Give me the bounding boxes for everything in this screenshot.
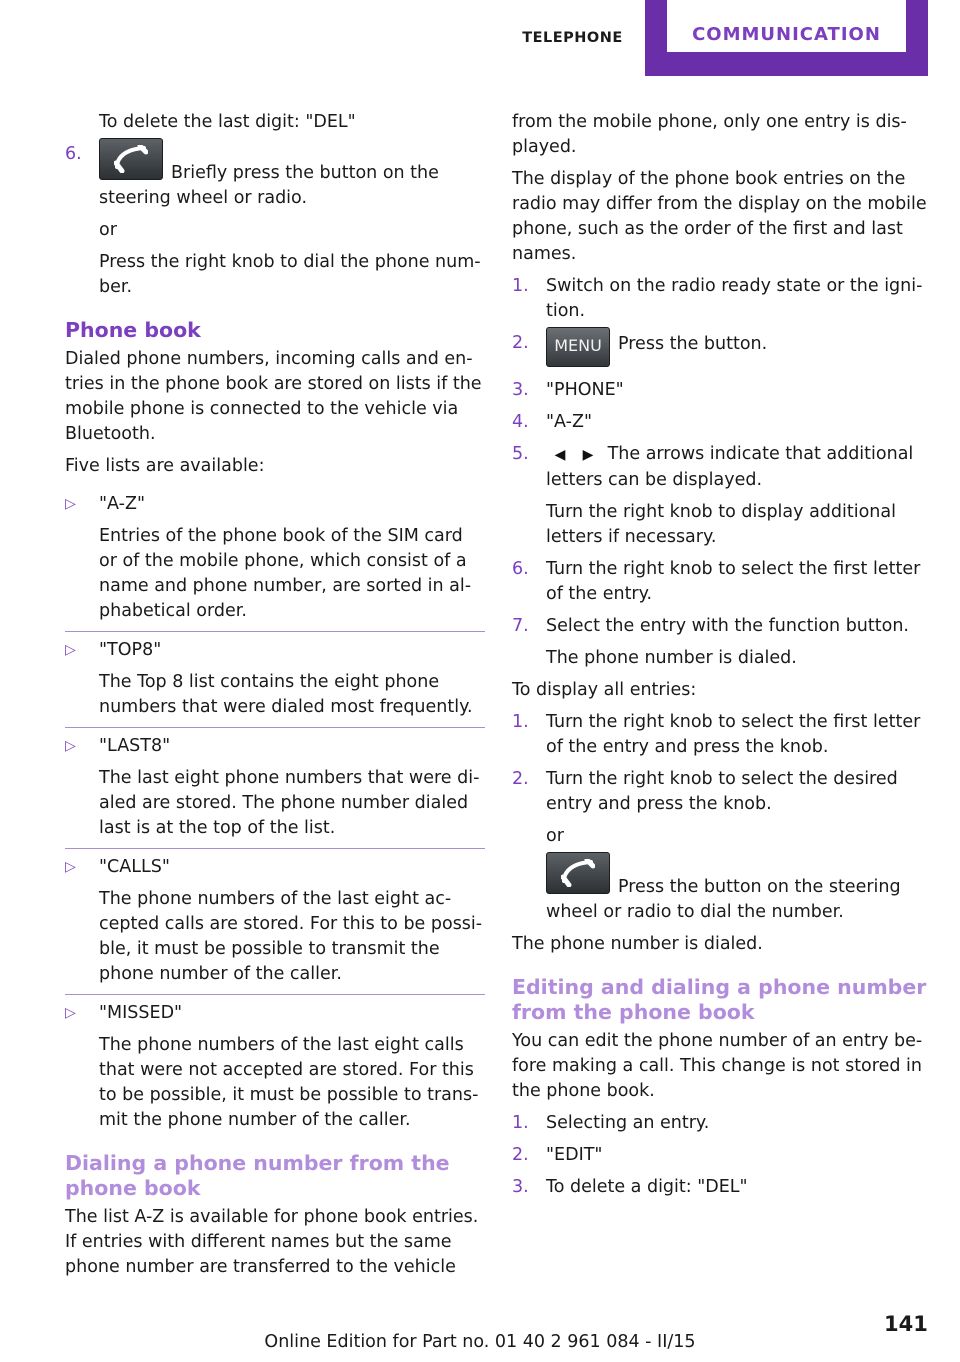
step-text: "EDIT" — [546, 1145, 603, 1165]
step-text: Turn the right knob to select the first letter of the entry. — [546, 559, 921, 604]
section-heading-phone-book: Phone book — [65, 318, 201, 342]
step-alt-text: Press the right knob to dial the phone num‐ber. — [99, 252, 481, 297]
paragraph: The phone number is dialed. — [512, 934, 763, 954]
step-sub-text: The phone number is dialed. — [546, 648, 797, 668]
list-item-desc: The phone numbers of the last eight ac‐cepted calls are stored. For this to be possi‐ble, it must be possible to transmit the phone number of the caller. — [99, 889, 483, 984]
step-number: 7. — [512, 616, 529, 636]
step-number: 6. — [65, 144, 82, 164]
triangle-bullet-icon: ▷ — [65, 1005, 76, 1021]
paragraph: To delete the last digit: "DEL" — [99, 112, 356, 132]
triangle-bullet-icon: ▷ — [65, 738, 76, 754]
step-item — [512, 1143, 930, 1168]
step-item — [512, 767, 930, 925]
list-item-desc: The last eight phone numbers that were di‐aled are stored. The phone number dialed last is at the top of the list. — [99, 768, 480, 838]
step-text: Briefly press the button on the steering wheel or radio. — [99, 163, 439, 208]
step-number: 3. — [512, 380, 529, 400]
triangle-bullet-icon: ▷ — [65, 496, 76, 512]
step-number: 3. — [512, 1177, 529, 1197]
phone-button-icon — [546, 852, 610, 894]
step-number: 1. — [512, 712, 529, 732]
step-item — [65, 142, 485, 300]
footer-edition: Online Edition for Part no. 01 40 2 961 084 - II/15 — [264, 1332, 696, 1352]
step-item — [512, 378, 930, 403]
header-tab-inner — [667, 0, 906, 52]
header-tab-telephone — [500, 0, 645, 76]
step-text: To delete a digit: "DEL" — [546, 1177, 748, 1197]
step-number: 6. — [512, 559, 529, 579]
step-item — [512, 442, 930, 550]
paragraph: The list A-Z is available for phone book entries. If entries with different names but the same phone number are transferred to the vehicle — [65, 1207, 479, 1277]
triangle-bullet-icon: ▷ — [65, 859, 76, 875]
section-heading-editing: Editing and dialing a phone number from the phone book — [512, 975, 927, 1024]
paragraph: from the mobile phone, only one entry is dis‐played. — [512, 112, 907, 157]
header-tab-communication — [645, 0, 928, 76]
paragraph: The display of the phone book entries on the radio may differ from the display on the mobile phone, such as the order of the first and last names. — [512, 169, 927, 264]
step-number: 2. — [512, 1145, 529, 1165]
step-text: Selecting an entry. — [546, 1113, 710, 1133]
step-item — [512, 410, 930, 435]
left-column — [65, 110, 485, 1287]
or-text: or — [99, 220, 117, 240]
step-text: Turn the right knob to select the first letter of the entry and press the knob. — [546, 712, 921, 757]
step-text: Turn the right knob to select the desired entry and press the knob. — [546, 769, 898, 814]
step-item — [512, 1111, 930, 1136]
paragraph: Dialed phone numbers, incoming calls and en‐tries in the phone book are stored on lists if the mobile phone is connected to the vehicle via Bluetooth. — [65, 349, 482, 444]
list-item-title: "A-Z" — [99, 494, 145, 514]
paragraph: To display all entries: — [512, 680, 697, 700]
step-number: 4. — [512, 412, 529, 432]
step-item — [512, 1175, 930, 1200]
list-item-desc: The Top 8 list contains the eight phone numbers that were dialed most frequently. — [99, 672, 473, 717]
step-text: Switch on the radio ready state or the igni‐tion. — [546, 276, 923, 321]
step-item — [512, 557, 930, 607]
step-text: "PHONE" — [546, 380, 624, 400]
list-item — [65, 632, 485, 720]
arrow-left-icon: ◀ — [554, 447, 566, 463]
step-sub-text: Turn the right knob to display additional letters if necessary. — [546, 502, 896, 547]
step-item — [512, 710, 930, 760]
list-item-title: "CALLS" — [99, 857, 170, 877]
step-item — [512, 331, 930, 371]
list-item-title: "TOP8" — [99, 640, 162, 660]
list-item-title: "LAST8" — [99, 736, 171, 756]
step-text: Press the button. — [618, 334, 768, 354]
step-number: 1. — [512, 1113, 529, 1133]
paragraph: You can edit the phone number of an entry be‐fore making a call. This change is not stored in the phone book. — [512, 1031, 923, 1101]
step-number: 2. — [512, 769, 529, 789]
step-item — [512, 614, 930, 671]
step-text: "A-Z" — [546, 412, 592, 432]
list-item — [65, 995, 485, 1133]
step-text: Press the button on the steering wheel or radio to dial the number. — [546, 877, 901, 922]
step-number: 5. — [512, 444, 529, 464]
or-text: or — [546, 826, 564, 846]
section-heading-dialing: Dialing a phone number from the phone book — [65, 1151, 450, 1200]
step-text: The arrows indicate that additional letters can be displayed. — [546, 444, 914, 490]
step-number: 1. — [512, 276, 529, 296]
phone-button-icon — [99, 138, 163, 180]
list-item — [65, 849, 485, 987]
step-text: Select the entry with the function button. — [546, 616, 909, 636]
list-item — [65, 486, 485, 624]
paragraph: Five lists are available: — [65, 456, 265, 476]
list-item-desc: The phone numbers of the last eight calls that were not accepted are stored. For this to be possible, it must be possible to trans‐mit the phone number of the caller. — [99, 1035, 479, 1130]
list-item-title: "MISSED" — [99, 1003, 183, 1023]
step-number: 2. — [512, 333, 529, 353]
triangle-bullet-icon: ▷ — [65, 642, 76, 658]
arrow-right-icon: ▶ — [582, 447, 594, 463]
header-tab-label: TELEPHONE — [522, 30, 623, 46]
right-column — [512, 110, 930, 1207]
step-item — [512, 274, 930, 324]
page-number: 141 — [884, 1312, 928, 1336]
header-tab-label-active: COMMUNICATION — [692, 24, 881, 45]
list-item-desc: Entries of the phone book of the SIM card or of the mobile phone, which consist of a name and phone number, are sorted in al‐phabetical order. — [99, 526, 472, 621]
menu-button-icon: MENU — [546, 327, 610, 367]
list-item — [65, 728, 485, 841]
